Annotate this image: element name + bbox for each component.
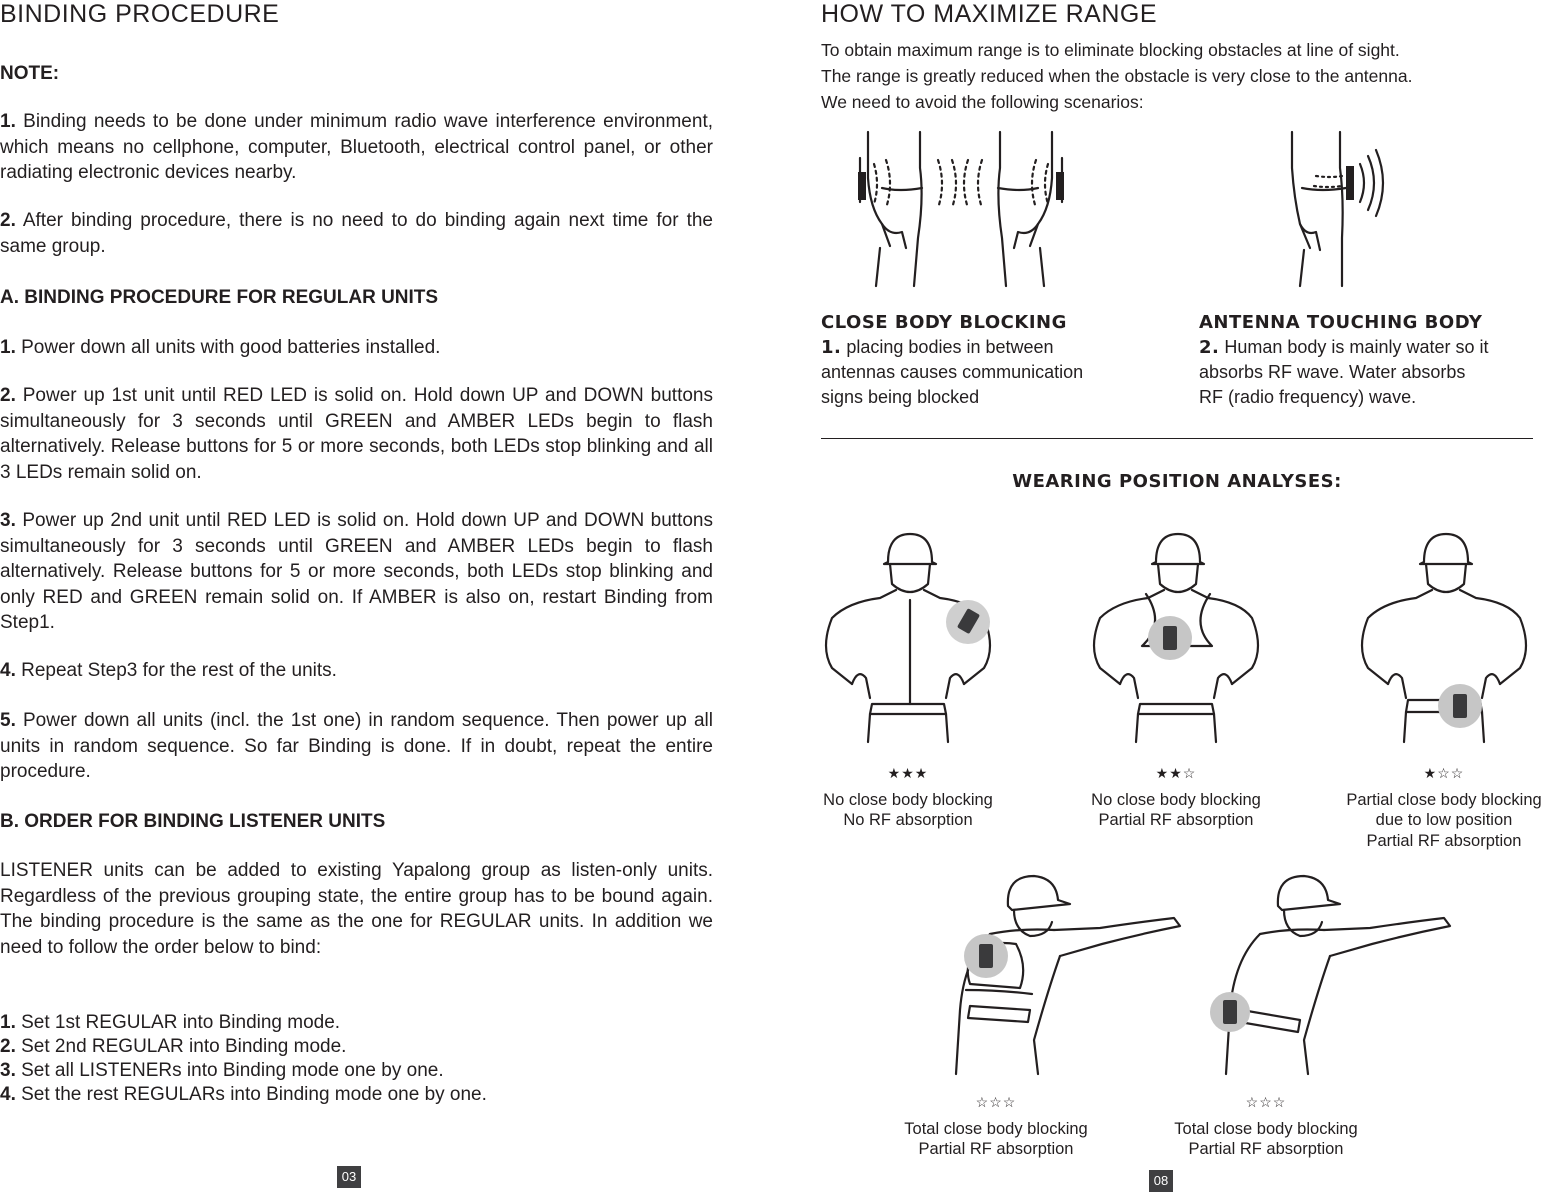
wearing-position-title: WEARING POSITION ANALYSES: [1012, 471, 1342, 492]
wearing-figure-chest-side [930, 870, 1190, 1080]
close-body-blocking-block: CLOSE BODY BLOCKING 1. placing bodies in between antennas causes communication signs being blocked [821, 312, 1084, 407]
page-number-left: 03 [337, 1166, 361, 1188]
step-a5: 5. Power down all units (incl. the 1st one) in random sequence. Then power up all units in random sequence. So far Binding is done. If in doubt, repeat the entire procedure. [0, 710, 713, 782]
rating-stars: ★☆☆ [1423, 765, 1465, 781]
antenna-touching-body-illustration [1280, 128, 1390, 290]
note-label: NOTE: [0, 63, 60, 84]
right-page-title: HOW TO MAXIMIZE RANGE [821, 0, 1157, 28]
step-b4: 4. Set the rest REGULARs into Binding mode one by one. [0, 1084, 487, 1105]
step-b3: 3. Set all LISTENERs into Binding mode one by one. [0, 1060, 444, 1081]
wearing-figure-back-side [1200, 870, 1460, 1080]
left-page-title: BINDING PROCEDURE [0, 0, 280, 28]
wearing-caption-3: ★☆☆ Partial close body blocking due to low position Partial RF absorption [1336, 763, 1552, 851]
section-b-text: LISTENER units can be added to existing Yapalong group as listen-only units. Regardless of the previous grouping state, the entire group has to be bound again. The binding procedure is the same as the one for REGULAR units. In addition we need to follow the order below to bind: [0, 860, 713, 958]
section-a-heading: A. BINDING PROCEDURE FOR REGULAR UNITS [0, 287, 439, 308]
step-a4: 4. Repeat Step3 for the rest of the units. [0, 660, 337, 681]
note-2: 2. After binding procedure, there is no need to do binding again next time for the same group. [0, 210, 713, 257]
rating-stars: ★★★ [887, 765, 929, 781]
close-body-blocking-illustration [850, 128, 1090, 290]
antenna-touching-body-block: ANTENNA TOUCHING BODY 2. Human body is mainly water so it absorbs RF wave. Water absorbs RF (radio frequency) wave. [1199, 312, 1489, 407]
wearing-figure-shoulder [818, 528, 998, 746]
range-intro: To obtain maximum range is to eliminate blocking obstacles at line of sight. The range is greatly reduced when the obstacle is very close to the antenna. We need to avoid the following scenarios: [821, 40, 1413, 112]
section-divider [821, 438, 1533, 439]
antenna-touching-body-title: ANTENNA TOUCHING BODY [1199, 312, 1483, 333]
close-body-blocking-title: CLOSE BODY BLOCKING [821, 312, 1067, 333]
rating-stars: ☆☆☆ [1245, 1094, 1287, 1110]
step-b2: 2. Set 2nd REGULAR into Binding mode. [0, 1036, 347, 1057]
wearing-caption-5: ☆☆☆ Total close body blocking Partial RF absorption [1156, 1092, 1376, 1160]
wearing-figure-chest [1086, 528, 1266, 746]
rating-stars: ★★☆ [1155, 765, 1197, 781]
note-1: 1. Binding needs to be done under minimum radio wave interference environment, which means no cellphone, computer, Bluetooth, electrical control panel, or other radiating electronic devices nearby. [0, 111, 713, 183]
step-a1: 1. Power down all units with good batteries installed. [0, 337, 441, 358]
section-b-heading: B. ORDER FOR BINDING LISTENER UNITS [0, 811, 386, 832]
wearing-caption-1: ★★★ No close body blocking No RF absorption [808, 763, 1008, 831]
wearing-caption-4: ☆☆☆ Total close body blocking Partial RF absorption [886, 1092, 1106, 1160]
step-b1: 1. Set 1st REGULAR into Binding mode. [0, 1012, 341, 1033]
step-a2: 2. Power up 1st unit until RED LED is solid on. Hold down UP and DOWN buttons simultaneously for 3 seconds until GREEN and AMBER LEDs begin to flash alternatively. Release buttons for 5 or more seconds, both LEDs stop blinking and all 3 LEDs remain solid on. [0, 385, 713, 483]
wearing-figure-waist [1354, 528, 1534, 746]
wearing-caption-2: ★★☆ No close body blocking Partial RF absorption [1076, 763, 1276, 831]
page-number-right: 08 [1149, 1170, 1173, 1192]
step-a3: 3. Power up 2nd unit until RED LED is solid on. Hold down UP and DOWN buttons simultaneously for 3 seconds until GREEN and AMBER LEDs begin to flash alternatively. Release buttons for 5 or more seconds, both LEDs stop blinking and only RED and GREEN remain solid on. If AMBER is also on, restart Binding from Step1. [0, 510, 713, 633]
rating-stars: ☆☆☆ [975, 1094, 1017, 1110]
